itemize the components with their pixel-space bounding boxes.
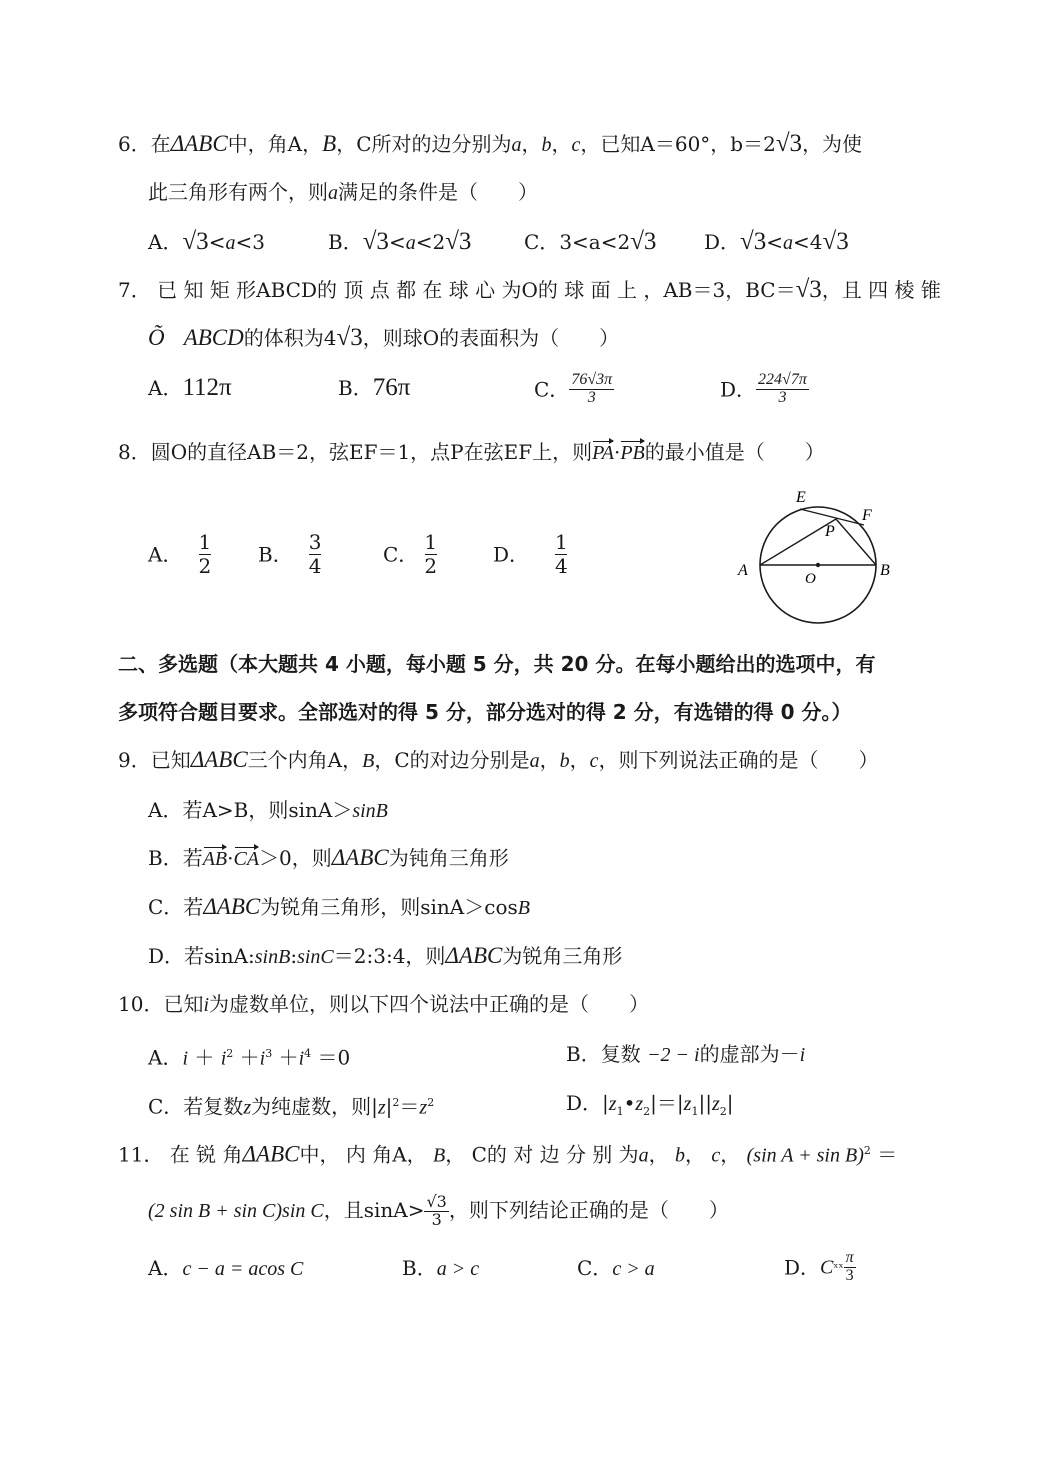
- text-fragment: B．: [338, 376, 373, 400]
- text-fragment: C．若复数: [148, 1094, 244, 1119]
- text-fragment: B: [362, 750, 375, 772]
- text-fragment: ，: [539, 748, 560, 772]
- text-fragment: 76√3π: [571, 371, 613, 388]
- text-fragment: ＞0，则: [259, 846, 332, 870]
- text-fragment: ， C的 对 边 分 别 为: [445, 1142, 639, 1167]
- fraction: [756, 372, 809, 407]
- text-fragment: b: [559, 750, 570, 772]
- text-fragment: c − a = acos C: [182, 1258, 304, 1280]
- text-fragment: 2: [643, 1105, 651, 1118]
- text-fragment: •: [623, 1091, 636, 1115]
- text-fragment: i: [298, 1047, 305, 1070]
- text-fragment: 的最小值是（ ）: [644, 440, 825, 464]
- text-fragment: 4: [555, 554, 568, 578]
- text-fragment: 2: [719, 1105, 727, 1118]
- q10-option-b: [566, 1040, 805, 1069]
- text-fragment: [553, 532, 570, 577]
- text-fragment: sinB: [352, 800, 388, 822]
- text-fragment: −2 − i: [647, 1044, 700, 1066]
- text-fragment: 2: [226, 1047, 234, 1060]
- text-fragment: A．若A>B，则sinA＞: [148, 798, 353, 822]
- text-fragment: 10．已知: [118, 992, 204, 1016]
- q9-option-c: [148, 893, 530, 922]
- text-fragment: <2: [415, 230, 446, 254]
- text-fragment: 为纯虚数，则|: [251, 1094, 378, 1119]
- text-fragment: z: [683, 1093, 692, 1115]
- text-fragment: z: [419, 1096, 428, 1119]
- text-fragment: 2: [198, 554, 212, 578]
- text-fragment: a: [405, 232, 416, 254]
- text-fragment: C: [820, 1256, 834, 1279]
- text-fragment: 112π: [182, 374, 232, 401]
- text-fragment: sinC: [297, 946, 334, 968]
- text-fragment: ·: [613, 440, 621, 464]
- text-fragment: i: [182, 1047, 189, 1070]
- text-fragment: C．: [577, 1256, 613, 1280]
- q9-line1: [118, 746, 879, 775]
- text-fragment: B: [517, 897, 530, 919]
- text-fragment: C．: [534, 377, 570, 402]
- text-fragment: <3: [235, 230, 265, 254]
- text-fragment: i: [220, 1047, 227, 1070]
- text-fragment: ＝: [399, 1094, 420, 1119]
- text-fragment: 1: [198, 530, 212, 554]
- section2-heading-line1: 二、多选题（本大题共 4 小题，每小题 5 分，共 20 分。在每小题给出的选项中，有: [118, 652, 876, 676]
- vector-pb: PB: [620, 439, 644, 467]
- q7-option-b: [338, 374, 410, 402]
- text-fragment: b: [675, 1144, 686, 1167]
- text-fragment: D．: [720, 377, 757, 402]
- text-fragment: i: [259, 1047, 266, 1070]
- text-fragment: 4: [304, 1047, 312, 1060]
- text-fragment: 2: [427, 1096, 435, 1109]
- q8-option-d: [493, 532, 570, 577]
- text-fragment: a > c: [436, 1258, 480, 1280]
- text-fragment: A．: [148, 1256, 183, 1280]
- text-fragment: (sin A + sin B): [746, 1144, 864, 1167]
- q11-option-c: [577, 1254, 655, 1283]
- text-fragment: |＝|: [650, 1091, 684, 1115]
- text-fragment: [307, 532, 324, 577]
- text-fragment: D．若sinA:: [148, 944, 255, 968]
- text-fragment: a: [529, 750, 540, 772]
- text-fragment: B．: [258, 542, 293, 567]
- q6-option-d: [704, 228, 849, 257]
- text-fragment: √3: [740, 228, 767, 255]
- text-fragment: B．复数: [566, 1042, 648, 1066]
- text-fragment: [196, 532, 213, 577]
- text-fragment: <4: [793, 230, 823, 254]
- text-fragment: ＝: [870, 1142, 898, 1167]
- text-fragment: 2: [863, 1144, 871, 1157]
- text-fragment: D．: [784, 1255, 821, 1280]
- q7-line2: [148, 324, 619, 352]
- text-fragment: 76π: [372, 374, 411, 401]
- text-fragment: z: [377, 1096, 386, 1119]
- text-fragment: 2: [424, 554, 438, 578]
- text-fragment: 3: [265, 1047, 273, 1060]
- text-fragment: A．: [148, 230, 183, 254]
- fraction: [424, 1194, 448, 1229]
- text-fragment: C．若: [148, 895, 204, 919]
- text-fragment: (2 sin B + sin C)sin C: [148, 1199, 324, 1222]
- label-a: A: [738, 562, 748, 579]
- text-fragment: C．: [383, 542, 419, 567]
- text-fragment: ＋: [239, 1045, 260, 1070]
- q7-option-c: [534, 372, 614, 407]
- text-fragment: c: [711, 1144, 721, 1167]
- q10-option-c: [148, 1089, 434, 1122]
- q10-line1: [118, 990, 649, 1019]
- text-fragment: 1: [616, 1105, 624, 1118]
- text-fragment: 3: [308, 530, 322, 554]
- text-fragment: 11． 在 锐 角: [118, 1142, 243, 1167]
- text-fragment: [844, 1250, 856, 1285]
- text-fragment: ，: [720, 1142, 747, 1167]
- text-fragment: 7． 已 知 矩 形ABCD的 顶 点 都 在 球 心 为O的 球 面 上 ，AB＝3，BC＝: [118, 278, 796, 302]
- text-fragment: z: [635, 1093, 644, 1115]
- text-fragment: 9．已知: [118, 748, 191, 772]
- label-p: P: [825, 523, 835, 540]
- q11-line1: [118, 1137, 897, 1170]
- text-fragment: 224√7π: [758, 371, 807, 388]
- text-fragment: ||: [698, 1091, 712, 1115]
- q8-option-c: [383, 532, 439, 577]
- text-fragment: ΔABC: [190, 747, 248, 772]
- text-fragment: 4: [308, 554, 322, 578]
- text-fragment: ，且 四 棱 锥: [821, 278, 941, 302]
- q9-option-a: [148, 796, 388, 825]
- text-fragment: |: [726, 1091, 734, 1115]
- text-fragment: ＋: [278, 1045, 299, 1070]
- label-o: O: [805, 571, 816, 587]
- q11-option-b: [402, 1254, 479, 1283]
- text-fragment: B: [433, 1144, 446, 1167]
- text-fragment: ΔABC: [242, 1141, 300, 1167]
- q11-option-a: [148, 1254, 303, 1283]
- center-dot: [816, 563, 820, 567]
- text-fragment: √3: [445, 228, 472, 255]
- text-fragment: ˣˣ: [833, 1260, 844, 1275]
- text-fragment: ，: [648, 1142, 676, 1167]
- text-fragment: D．: [704, 230, 741, 254]
- text-fragment: Õ: [148, 325, 165, 350]
- text-fragment: D．|: [566, 1091, 609, 1115]
- text-fragment: 3: [778, 388, 787, 406]
- text-fragment: <: [766, 230, 784, 254]
- segment-pb: [836, 519, 876, 565]
- label-e: E: [796, 489, 806, 506]
- vector-pa: PA: [592, 439, 614, 467]
- text-fragment: i: [799, 1044, 806, 1066]
- text-fragment: z: [243, 1096, 252, 1119]
- text-fragment: π: [845, 1249, 854, 1266]
- text-fragment: ＋: [194, 1045, 215, 1070]
- text-fragment: √3: [630, 228, 657, 255]
- circle-figure: [730, 482, 920, 632]
- text-fragment: [422, 532, 439, 577]
- q7-line1: [118, 276, 941, 304]
- q7-option-d: [720, 372, 809, 407]
- text-fragment: ，则下列结论正确的是（ ）: [448, 1197, 729, 1222]
- text-fragment: c > a: [612, 1258, 655, 1280]
- section2-heading-line2: 多项符合题目要求。全部选对的得 5 分，部分选对的得 2 分，有选错的得 0 分。）: [118, 700, 852, 724]
- text-fragment: B．若: [148, 846, 203, 870]
- q9-option-b: [148, 844, 509, 873]
- text-fragment: 为钝角三角形: [388, 846, 509, 870]
- text-fragment: 1: [691, 1105, 699, 1118]
- text-fragment: ，且sinA>: [323, 1197, 425, 1222]
- text-fragment: 为虚数单位，则以下四个说法中正确的是（ ）: [209, 992, 650, 1016]
- vector-ca: CA: [234, 845, 260, 873]
- text-fragment: sinB: [254, 946, 291, 968]
- text-fragment: 的体积为4: [243, 326, 337, 350]
- text-fragment: 3: [845, 1266, 854, 1284]
- text-fragment: ，C的对边分别是: [374, 748, 530, 772]
- text-fragment: ，: [569, 748, 590, 772]
- q10-option-a: [148, 1040, 350, 1073]
- text-fragment: z: [711, 1093, 720, 1115]
- text-fragment: |: [385, 1094, 393, 1119]
- text-fragment: A．: [148, 1045, 183, 1070]
- text-fragment: ABCD: [183, 325, 244, 350]
- vector-ab: AB: [203, 845, 227, 873]
- text-fragment: a: [638, 1144, 649, 1167]
- text-fragment: ·: [227, 846, 234, 870]
- q6-line1: 6．在ΔABC中，角A，B，C所对的边分别为a，b，c，已知A＝60°，b＝2√3，为使: [118, 130, 863, 157]
- text-fragment: 为锐角三角形: [502, 944, 623, 968]
- text-fragment: √3: [795, 276, 822, 303]
- q8-option-a: [148, 532, 213, 577]
- text-fragment: ＝0: [317, 1045, 351, 1070]
- text-fragment: a: [783, 232, 794, 254]
- q11-line2: [148, 1194, 729, 1229]
- text-fragment: √3: [822, 228, 849, 255]
- text-fragment: 2: [392, 1096, 400, 1109]
- q10-option-d: [566, 1089, 733, 1126]
- text-fragment: ，: [685, 1142, 712, 1167]
- text-fragment: 中， 内 角A，: [299, 1142, 433, 1167]
- text-fragment: 3: [587, 388, 596, 406]
- text-fragment: <: [208, 230, 226, 254]
- label-b: B: [880, 562, 890, 579]
- text-fragment: √3: [182, 228, 209, 255]
- q9-option-d: [148, 942, 622, 971]
- text-fragment: √3: [362, 228, 389, 255]
- text-fragment: C．: [524, 230, 560, 254]
- text-fragment: D．: [493, 542, 530, 567]
- label-f: F: [862, 507, 872, 524]
- text-fragment: B．: [328, 230, 363, 254]
- text-fragment: z: [608, 1093, 617, 1115]
- q6-option-c: [524, 228, 656, 256]
- text-fragment: 3: [431, 1209, 442, 1229]
- text-fragment: 1: [424, 530, 438, 554]
- text-fragment: ＝2:3:4，则: [333, 944, 446, 968]
- text-fragment: ΔABC: [445, 943, 503, 968]
- text-fragment: 3<a<2: [559, 230, 631, 254]
- text-fragment: A．: [148, 376, 183, 400]
- text-fragment: 为锐角三角形，则sinA＞cos: [260, 895, 518, 919]
- text-fragment: :: [290, 944, 298, 968]
- text-fragment: A．: [148, 542, 183, 567]
- text-fragment: a: [225, 232, 236, 254]
- q6-option-a: [148, 228, 265, 257]
- q7-option-a: [148, 374, 232, 402]
- text-fragment: 8．圆O的直径AB＝2，弦EF＝1，点P在弦EF上，则: [118, 440, 593, 464]
- text-fragment: ，则下列说法正确的是（ ）: [598, 748, 879, 772]
- fraction: [569, 372, 614, 407]
- text-fragment: ΔABC: [331, 845, 389, 870]
- text-fragment: i: [203, 994, 210, 1016]
- q6-line2: 此三角形有两个，则a满足的条件是（ ）: [148, 180, 538, 204]
- text-fragment: B．: [402, 1256, 437, 1280]
- text-fragment: c: [589, 750, 599, 772]
- text-fragment: √3: [336, 324, 363, 351]
- text-fragment: ，则球O的表面积为（ ）: [362, 326, 620, 350]
- q8-line1: [118, 438, 825, 467]
- text-fragment: 1: [555, 530, 568, 554]
- text-fragment: 三个内角A，: [247, 748, 363, 772]
- text-fragment: <: [388, 230, 406, 254]
- q11-option-d: [784, 1250, 856, 1285]
- text-fragment: √3: [426, 1192, 447, 1211]
- q6-option-b: [328, 228, 471, 257]
- q8-option-b: [258, 532, 323, 577]
- text-fragment: ΔABC: [203, 894, 261, 919]
- text-fragment: 的虚部为－: [699, 1042, 800, 1066]
